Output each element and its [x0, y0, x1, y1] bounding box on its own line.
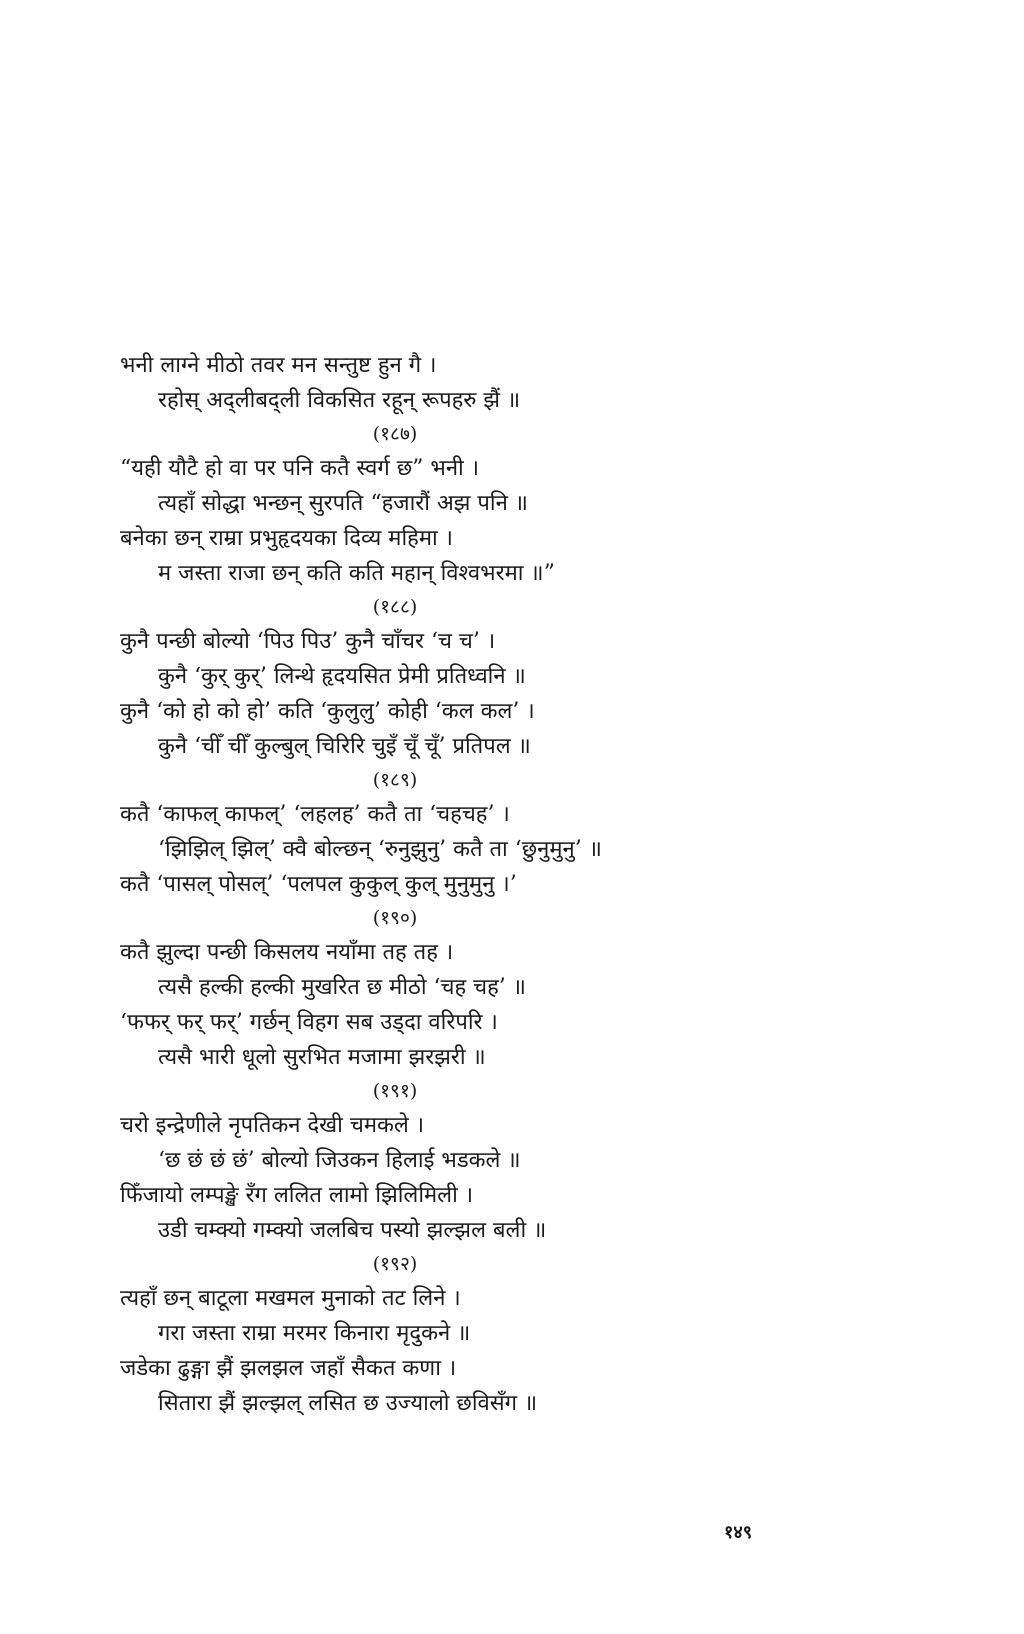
stanza-number: (१९१) [372, 1080, 418, 1102]
page-number: १४९ [724, 1522, 753, 1543]
stanza [120, 902, 670, 1075]
verse-line: रहोस् अद्लीबद्ली विकसित रहून् रूपहरु झैं ॥ [158, 388, 521, 413]
stanza [120, 348, 670, 418]
stanza-number: (१९२) [372, 1253, 418, 1275]
verse-line: ‘फफर् फर् फर्’ गर्छन् विहग सब उड्दा वरिपरि । [120, 1010, 498, 1035]
verse-line: ‘छ छं छं छं’ बोल्यो जिउकन हिलाई भडकले ॥ [158, 1148, 521, 1173]
verse-line: सितारा झैं झल्झल् लसित छ उज्यालो छविसँग ॥ [158, 1391, 538, 1416]
stanza [120, 1248, 670, 1421]
verse-line: उडी चम्क्यो गम्क्यो जलबिच पस्यो झल्झल बली ॥ [158, 1218, 547, 1243]
verse-line: चरो इन्द्रेणीले नृपतिकन देखी चमकले । [120, 1113, 425, 1138]
verse-line: कतै झुल्दा पन्छी किसलय नयाँमा तह तह । [120, 940, 454, 965]
stanza-number: (१९०) [372, 907, 418, 929]
verse-line: कतै ‘काफल् काफल्’ ‘लहलह’ कतै ता ‘चहचह’ । [120, 802, 510, 827]
verse-line: भनी लाग्ने मीठो तवर मन सन्तुष्ट हुन गै । [120, 353, 437, 378]
verse-line: ‘झिझिल् झिल्’ क्वै बोल्छन् ‘रुनुझुनु’ कतै ता ‘छुनुमुनु’ ॥ [158, 837, 602, 862]
stanza [120, 591, 670, 764]
verse-line: त्यहाँ छन् बाटूला मखमल मुनाको तट लिने । [120, 1286, 461, 1311]
stanza [120, 764, 670, 902]
verse-line: “यही यौटै हो वा पर पनि कतै स्वर्ग छ” भनी । [120, 456, 480, 481]
verse-line: कतै ‘पासल् पोसल्’ ‘पलपल कुकुल् कुल् मुनुमुनु ।’ [120, 872, 517, 897]
verse-line: गरा जस्ता राम्रा मरमर किनारा मृदुकने ॥ [158, 1321, 471, 1346]
verse-line: फिँजायो लम्पङ्खे रँग ललित लामो झिलिमिली । [120, 1183, 474, 1208]
poem-body [120, 348, 670, 1421]
stanza-number: (१८९) [372, 769, 418, 791]
verse-line: म जस्ता राजा छन् कति कति महान् विश्वभरमा ॥” [158, 561, 555, 586]
stanza [120, 418, 670, 591]
verse-line: कुनै पन्छी बोल्यो ‘पिउ पिउ’ कुनै चाँचर ‘च च’ । [120, 629, 496, 654]
verse-line: कुनै ‘कुर् कुर्’ लिन्थे हृदयसित प्रेमी प्रतिध्वनि ॥ [158, 664, 526, 689]
stanza-number: (१८७) [372, 423, 418, 445]
verse-line: त्यसै भारी धूलो सुरभित मजामा झरझरी ॥ [158, 1045, 486, 1070]
verse-line: जडेका ढुङ्गा झैं झलझल जहाँ सैकत कणा । [120, 1356, 457, 1381]
stanza [120, 1075, 670, 1248]
verse-line: त्यसै हल्की हल्की मुखरित छ मीठो ‘चह चह’ ॥ [158, 975, 526, 1000]
verse-line: कुनै ‘चीँ चीँ कुल्बुल् चिरिरि चुइँ चूँ चूँ’ प्रतिपल ॥ [158, 734, 531, 759]
verse-line: बनेका छन् राम्रा प्रभुहृदयका दिव्य महिमा । [120, 526, 454, 551]
stanza-number: (१८८) [372, 596, 418, 618]
verse-line: त्यहाँ सोद्धा भन्छन् सुरपति “हजारौं अझ पनि ॥ [158, 491, 528, 516]
verse-line: कुनै ‘को हो को हो’ कति ‘कुलुलु’ कोही ‘कल कल’ । [120, 699, 535, 724]
